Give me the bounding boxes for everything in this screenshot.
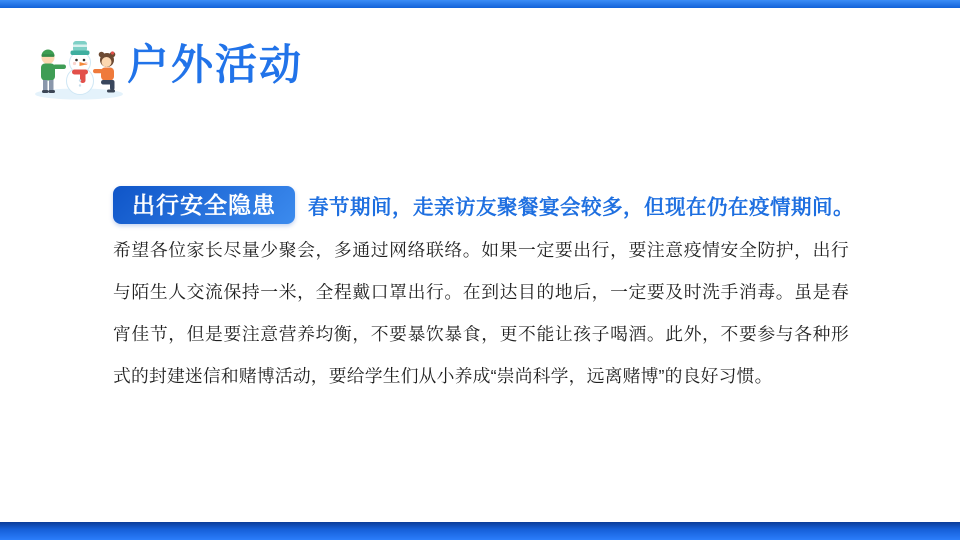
lead-sentence: 春节期间，走亲访友聚餐宴会较多，但现在仍在疫情期间。 xyxy=(308,196,854,219)
body-paragraph xyxy=(113,229,849,397)
slide-title: 户外活动 xyxy=(127,41,304,88)
bottom-accent-bar xyxy=(0,522,960,540)
children-snowman-illustration-icon xyxy=(33,36,125,100)
top-accent-bar xyxy=(0,0,960,8)
body-line-3: 宵佳节，但是要注意营养均衡，不要暴饮暴食，更不能让孩子喝酒。此外，不要参与各种形 xyxy=(113,324,849,344)
body-line-4: 式的封建迷信和赌博活动，要给学生们从小养成“崇尚科学，远离赌博”的良好习惯。 xyxy=(113,366,773,386)
body-line-2: 与陌生人交流保持一米，全程戴口罩出行。在到达目的地后，一定要及时洗手消毒。虽是春 xyxy=(113,282,849,302)
travel-safety-badge: 出行安全隐患 xyxy=(113,186,295,224)
body-line-1: 希望各位家长尽量少聚会，多通过网络联络。如果一定要出行，要注意疫情安全防护，出行 xyxy=(113,240,849,260)
section-heading-row xyxy=(113,186,854,224)
